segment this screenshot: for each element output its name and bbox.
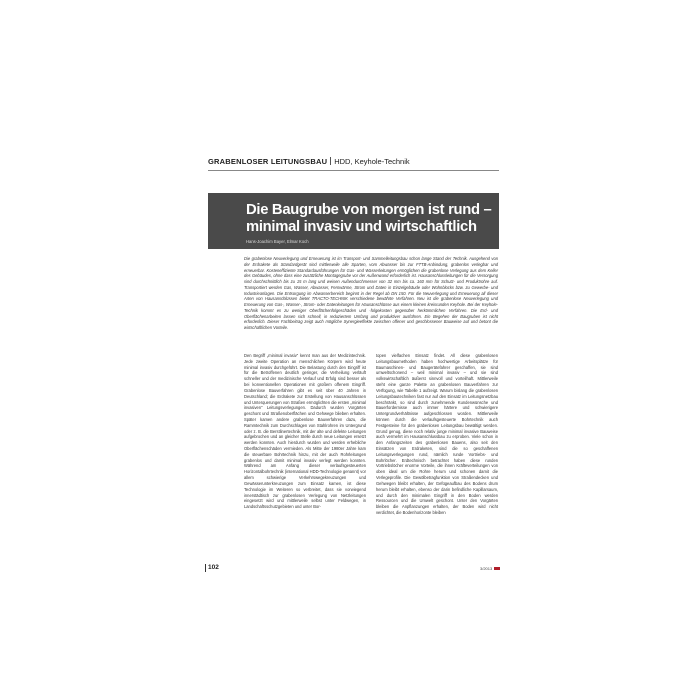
issue-label: [480, 566, 500, 571]
page-number-bar: [205, 564, 206, 572]
page-number-text: 102: [208, 564, 219, 571]
issue-text: 3/2013: [480, 566, 493, 571]
page-number: [208, 564, 219, 571]
section-topic: GRABENLOSER LEITUNGSBAU: [208, 157, 328, 166]
section-subtopic: HDD, Keyhole-Technik: [334, 157, 410, 166]
section-header: [208, 157, 499, 167]
header-rule: [208, 170, 499, 171]
body-column-right: topen vielfachen Einsatz findet. All diese grabenlosen Leitungsbaumethoden haben hochwertige Arbeitsplätze für Baumaschinen- und Baugerätefahrer geschaffen, sie sind umweltschonend – weil minimal invasiv – und sie sind volkswirtschaftlich äußerst sinnvoll und vorteilhaft. Mittlerweile steht eine ganze Palette an grabenlosen Bauverfahren zur Verfügung, wie Tabelle 1 aufzeigt. Warum bislang die grabenlosen Leitungsbautechniken fast nur auf den Einsatz im Leitungsnetzbau beschränkt, so sind durch zunehmende Kundenwünsche und Bauerfordernisse auch immer härtere und schwierigere Untergrundverhältnisse aufgeschlossen worden. Mittlerweile können durch die verlaufsgesteuerte Bohrtechnik auch Festgesteine für den grabenlosen Leitungsbau bewältigt werden. Grund genug, diese noch relativ junge minimal invasive Bauweise auch vermehrt im Hausanschlussbau zu erproben. Viele schon in den Anfangszeiten des grabenlosen Bauens, also seit den Einsätzen von Erdraketen, sind die so geschaffenen Leitungsverlegungen rund, nämlich runde Vortriebs- und Bohrlöcher. Erdtechnisch betrachtet haben diese runden Vortriebslöcher enorme Vorteile, die ihnen Kräfteverteilungen von oben ideal um die Rohre herum und schonen damit die Verlegeprofile. Die Gewölbetragfunktion von Straßendecken und Gehwegen bleibt erhalten, der Gefügeaufbau des Bodens drum herum bleibt erhalten, ebenso der darin befindliche Kapillarsaum, und durch den minimalen Eingriff in den Boden werden Ressourcen und die Umwelt geschont. Unter den Vorgärten bleiben die Anpflanzungen erhalten, der Boden wird nicht verdichtet, die Bodenhorizonte bleiben: [376, 353, 498, 515]
title-band: [208, 193, 499, 249]
article-abstract: Die grabenlose Neuverlegung und Erneuerung ist im Transport- und Sammelleitungsbau schon lange Stand der Technik. Ausgehend von der Erdrakete als Standardgerät sind mittlerweile alle Sparten, vom Abwasser bis zur FTTB-Anbindung, grabenlos verlegbar und erneuerbar. Kosteneffiziente Standardausführungen für Gas- und Wasserleitungen ermöglichen die grabenlose Verlegung aus dem Keller des Gebäudes, ohne dass eine zusätzliche Montagegrube vor der Außenwand erforderlich ist. Hausanschlussleitungen für die Versorgung sind durchschnittlich bis zu 15 m lang und weisen Außendurchmesser von 32 mm bis ca. 160 mm für Schutz- und Produktrohre auf. Transportiert werden Gas, Wasser, Abwasser, Fernwärme, Strom und Daten in Einzelgebäude oder Wohnblocks bzw. zu Gewerbe- und Industrieanlagen. Die Entsorgung im Abwasserbereich beginnt in der Regel ab DN 150. Für die Neuverlegung und Erneuerung all dieser Arten von Hausanschlüssen bietet TRACTO-TECHNIK verschiedene bewährte Verfahren. Neu ist die grabenlose Neuverlegung und Erneuerung von Gas-, Wasser-, Strom- oder Datenleitungen für Hausanschlüsse aus einem kleinen kreisrunden Keyhole. Bei der Keyhole-Technik kommt es zu weniger Oberflächenfolgeschäden und -folgekosten gegenüber herkömmlichen Verfahren. Die Erd- und Oberflächenarbeiten lassen sich schnell, in reduziertem Umfang und produktiver ausführen. Ein Begehen der Baugruben ist nicht erforderlich. Dieser Fachbeitrag zeigt auch mögliche Synergieeffekte zwischen offener und geschlossener Bauweise auf und betont die wirtschaftlichen Vorteile.: [244, 256, 498, 330]
article-authors: Hans-Joachim Bayer, Elmar Koch: [246, 239, 309, 244]
article-title: Die Baugrube von morgen ist rund – minimal invasiv und wirtschaftlich: [246, 202, 492, 235]
header-divider: [330, 157, 331, 165]
issue-mark-icon: [494, 567, 500, 570]
body-column-left: Den Begriff „minimal invasiv“ kennt man aus der Medizintechnik. Jede zweite Operation an menschlichen Körpern wird heute minimal invasiv durchgeführt. Die Belastung durch den Eingriff ist für die Betroffenen deutlich geringer, die Verheilung verläuft schneller und der medizinische Verlauf und Erfolg sind besser als bei konventionellen Operationen mit großem offenem Eingriff. Grabenlose Bauverfahren gibt es seit über 40 Jahren in Deutschland; die Erdrakete zur Erstellung von Hausanschlüssen und Unterquerungen von Straßen ermöglichten die ersten „minimal invasiven“ Leitungsverlegungen. Dadurch wurden Vorgärten geschont und Straßenoberflächen und Gehwege blieben erhalten. Später kamen andere grabenlose Bauverfahren dazu, die Rammtechnik zum Durchschlagen von Stahlrohren im Untergrund oder z. B. die Berstlinertechnik, mit der alte und defekte Leitungen aufgebrochen und an gleicher Stelle durch neue Leitungen ersetzt werden konnten. Auch hierdurch wurden und werden erhebliche Oberflächenschäden vermieden. Als Mitte der 1980er Jahre kam die steuerbare Bohrtechnik hinzu, mit der auch Rohrleitungen grabenlos und damit minimal invasiv verlegt werden konnten. Während am Anfang dieser verlaufsgesteuerten Horizontalbohrtechnik (international HDD-Technologie genannt) vor allem schwierige Verkehrswegekreuzungen und Gewässerunterkreuzungen zum Einsatz kamen, ist diese Technologie im Weiteren so verbreitet, dass sie vorwiegend innerstädtisch zur grabenlosen Verlegung von Netzleitungen eingesetzt wird und mittlerweile selbst unter Feldwegen, in Landschaftsschutzgebieten und unter Bor-: [244, 353, 366, 510]
